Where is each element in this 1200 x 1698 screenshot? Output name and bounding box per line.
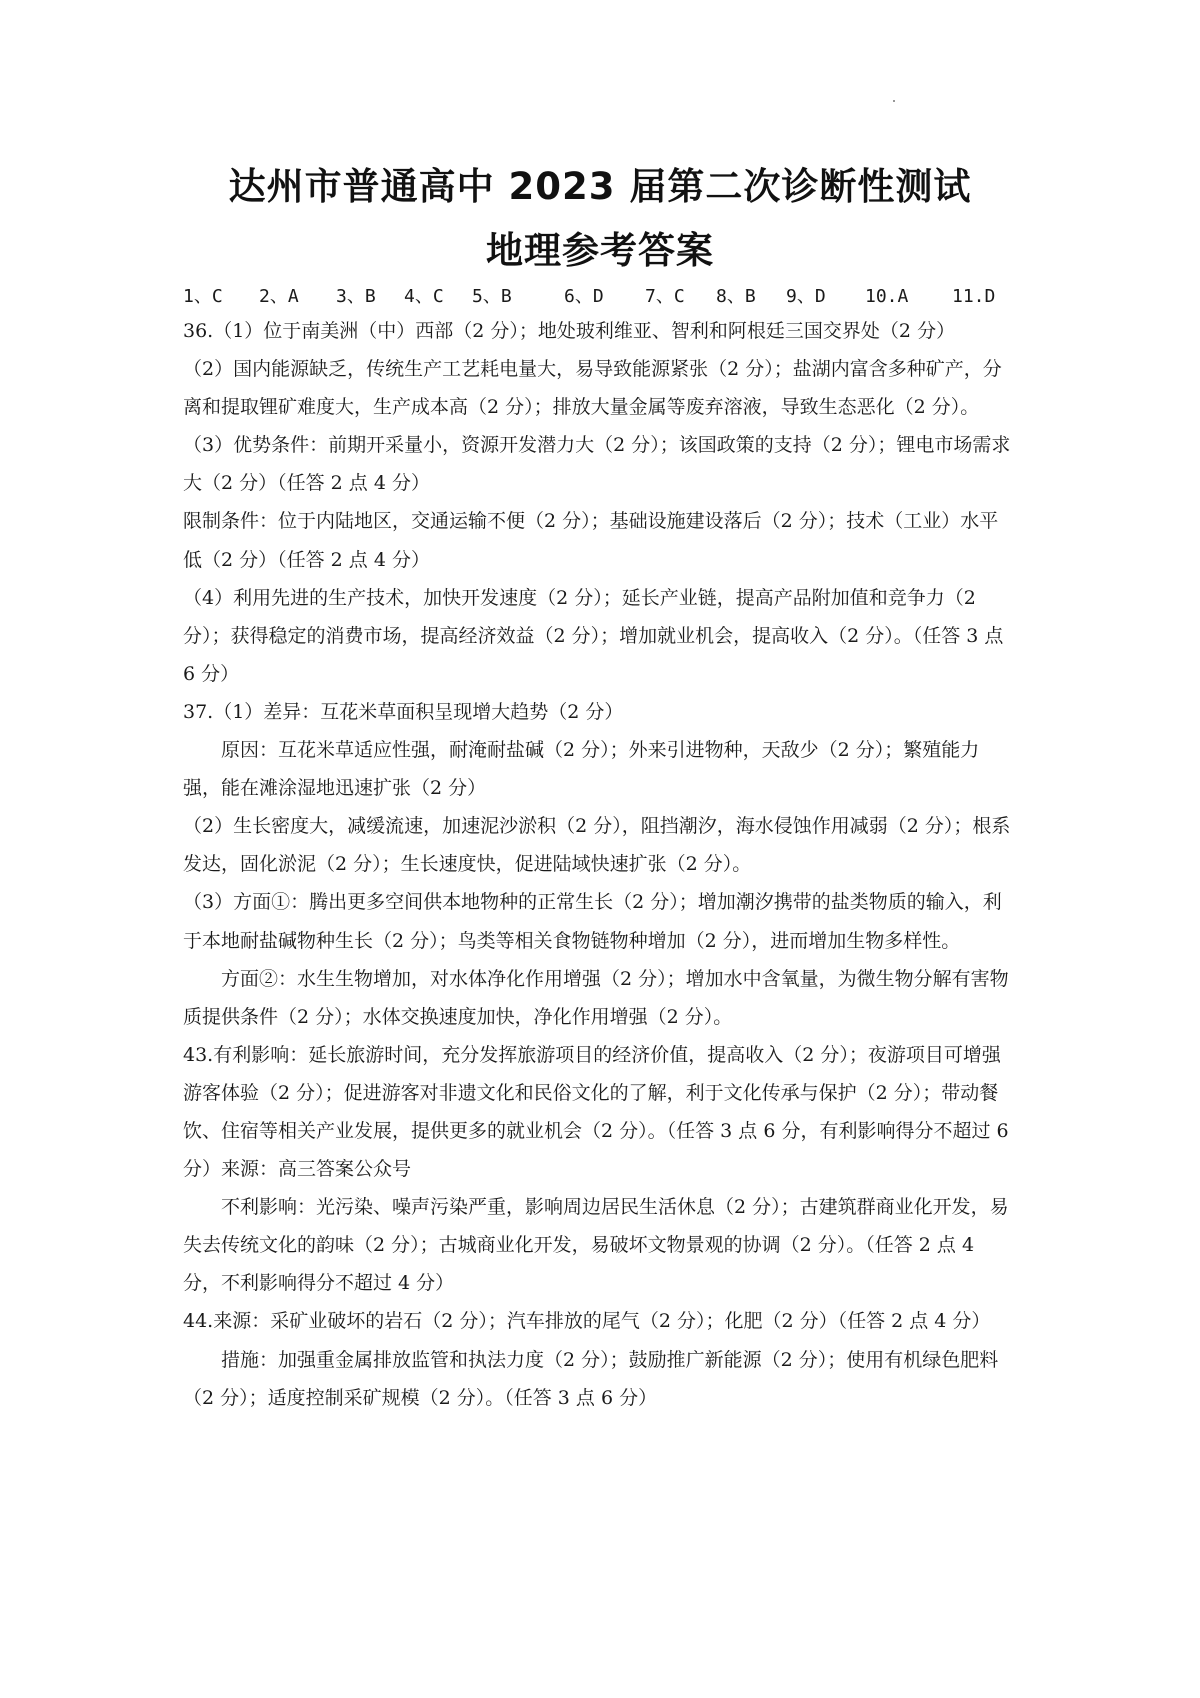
- q37-part3-aspect1: （3）方面①：腾出更多空间供本地物种的正常生长（2 分）；增加潮汐携带的盐类物质的输入，利于本地耐盐碱物种生长（2 分）；鸟类等相关食物链物种增加（2 分），进而增加生物多样性。: [183, 891, 1002, 952]
- answer-item: 1、C: [183, 286, 223, 307]
- q43-negative: 不利影响：光污染、噪声污染严重，影响周边居民生活休息（2 分）；古建筑群商业化开发，易失去传统文化的韵味（2 分）；古城商业化开发，易破坏文物景观的协调（2 分）。（任答 2 点 4 分，不利影响得分不超过 4 分）: [183, 1196, 1009, 1295]
- q36-part3-limits: 限制条件：位于内陆地区，交通运输不便（2 分）；基础设施建设落后（2 分）；技术（工业）水平低（2 分）（任答 2 点 4 分）: [183, 510, 999, 571]
- answer-item: 7、C: [645, 286, 685, 307]
- answer-item: 11.D: [952, 286, 996, 307]
- q37-part2: （2）生长密度大，减缓流速，加速泥沙淤积（2 分），阻挡潮汐，海水侵蚀作用减弱（2 分）；根系发达，固化淤泥（2 分）；生长速度快，促进陆域快速扩张（2 分）。: [183, 815, 1011, 876]
- q43-positive: 43.有利影响：延长旅游时间，充分发挥旅游项目的经济价值，提高收入（2 分）；夜游项目可增强游客体验（2 分）；促进游客对非遗文化和民俗文化的了解，利于文化传承与保护（2 分）；带动餐饮、住宿等相关产业发展，提供更多的就业机会（2 分）。（任答 3 点 6 分，有利影响得分不超过 6 分）来源：高三答案公众号: [183, 1043, 1009, 1181]
- q36-part1: 36.（1）位于南美洲（中）西部（2 分）；地处玻利维亚、智利和阿根廷三国交界处（2 分）: [183, 320, 956, 342]
- q37-part1-reason: 原因：互花米草适应性强，耐淹耐盐碱（2 分）；外来引进物种，天敌少（2 分）；繁殖能力强，能在滩涂湿地迅速扩张（2 分）: [183, 739, 980, 800]
- answer-item: 4、C: [404, 286, 444, 307]
- q37-part1-difference: 37.（1）差异：互花米草面积呈现增大趋势（2 分）: [183, 700, 624, 723]
- q36-part4: （4）利用先进的生产技术，加快开发速度（2 分）；延长产业链，提高产品附加值和竞争力（2 分）；获得稳定的消费市场，提高经济效益（2 分）；增加就业机会，提高收入（2 分）。（任答 3 点 6 分）: [183, 586, 1004, 685]
- answer-item: 2、A: [259, 286, 299, 307]
- answer-item: 3、B: [336, 286, 376, 307]
- document-subtitle: 地理参考答案: [486, 229, 714, 272]
- q44-sources: 44.来源：采矿业破坏的岩石（2 分）；汽车排放的尾气（2 分）；化肥（2 分）（任答 2 点 4 分）: [183, 1310, 991, 1333]
- answer-item: 6、D: [564, 286, 604, 307]
- scan-dot: [893, 100, 895, 102]
- answer-item: 5、B: [472, 286, 512, 307]
- answer-item: 8、B: [716, 286, 756, 307]
- answer-body: [183, 312, 1013, 1417]
- q37-part3-aspect2: 方面②：水生生物增加，对水体净化作用增强（2 分）；增加水中含氧量，为微生物分解有害物质提供条件（2 分）；水体交换速度加快，净化作用增强（2 分）。: [183, 967, 1009, 1028]
- q36-part2: （2）国内能源缺乏，传统生产工艺耗电量大，易导致能源紧张（2 分）；盐湖内富含多种矿产，分离和提取锂矿难度大，生产成本高（2 分）；排放大量金属等废弃溶液，导致生态恶化（2 分）。: [183, 358, 1002, 419]
- choice-answers-row: [183, 282, 1063, 308]
- document-title: 达州市普通高中 2023 届第二次诊断性测试: [228, 165, 972, 208]
- q36-part3-advantages: （3）优势条件：前期开采量小，资源开发潜力大（2 分）；该国政策的支持（2 分）；锂电市场需求大（2 分）（任答 2 点 4 分）: [183, 434, 1011, 495]
- q44-measures: 措施：加强重金属排放监管和执法力度（2 分）；鼓励推广新能源（2 分）；使用有机绿色肥料（2 分）；适度控制采矿规模（2 分）。（任答 3 点 6 分）: [183, 1348, 999, 1409]
- answer-item: 10.A: [865, 286, 909, 307]
- answer-item: 9、D: [786, 286, 826, 307]
